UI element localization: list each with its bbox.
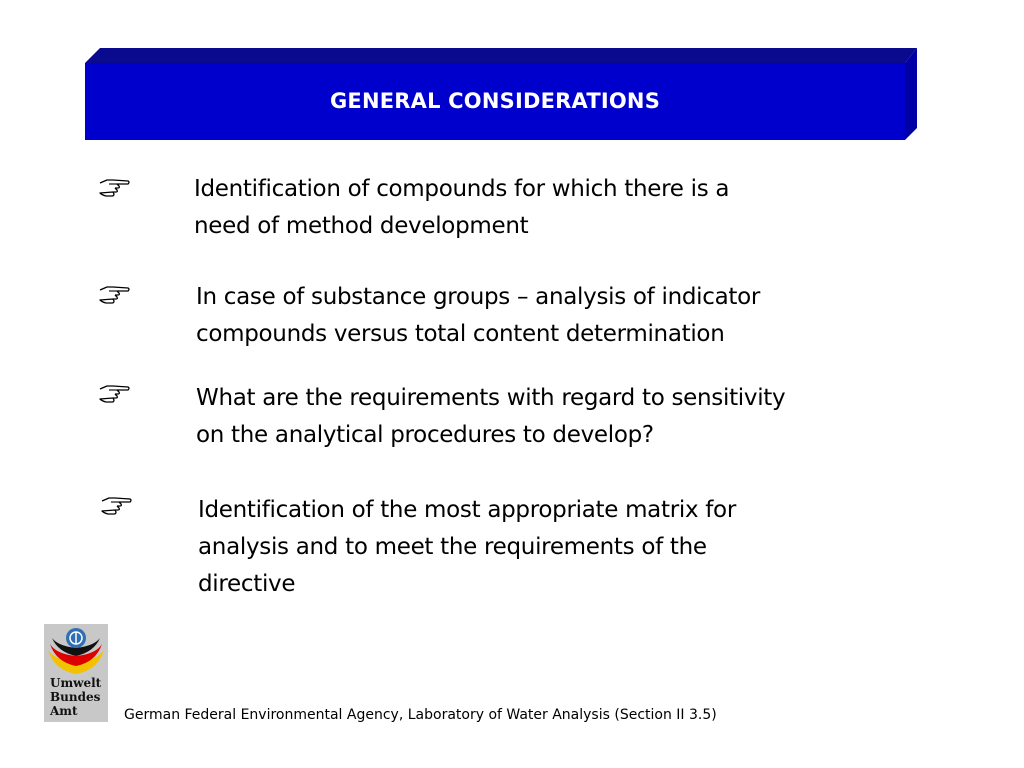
title-banner — [85, 48, 917, 140]
bullet-3-line-1: What are the requirements with regard to sensitivity — [196, 385, 786, 411]
bullet-1-line-2: need of method development — [194, 213, 529, 239]
bullet-4-line-3: directive — [198, 571, 296, 597]
logo-line-1: Umwelt — [50, 676, 102, 690]
bullet-1-line-1: Identification of compounds for which there is a — [194, 176, 730, 202]
logo-text — [50, 676, 101, 718]
bullet-4-line-2: analysis and to meet the requirements of the — [198, 534, 707, 560]
pointing-hand-icon — [99, 494, 133, 516]
logo-emblem-icon — [44, 624, 108, 676]
bullet-3-line-2: on the analytical procedures to develop? — [196, 422, 654, 448]
bullet-3-text — [196, 380, 785, 454]
umweltbundesamt-logo — [44, 624, 108, 722]
bullet-4-line-1: Identification of the most appropriate matrix for — [198, 497, 736, 523]
pointing-hand-icon — [97, 382, 131, 404]
logo-line-2: Bundes — [50, 690, 101, 704]
bullet-2-line-1: In case of substance groups – analysis of indicator — [196, 284, 761, 310]
logo-line-3: Amt — [50, 704, 78, 718]
bullet-1-text — [194, 171, 729, 245]
bullet-4-text — [198, 492, 736, 603]
pointing-hand-icon — [97, 283, 131, 305]
bullet-2-text — [196, 279, 760, 353]
pointing-hand-icon — [97, 176, 131, 198]
slide-title: GENERAL CONSIDERATIONS — [329, 89, 661, 113]
footer-caption: German Federal Environmental Agency, Laboratory of Water Analysis (Section II 3.5) — [124, 707, 717, 723]
bullet-2-line-2: compounds versus total content determination — [196, 321, 725, 347]
